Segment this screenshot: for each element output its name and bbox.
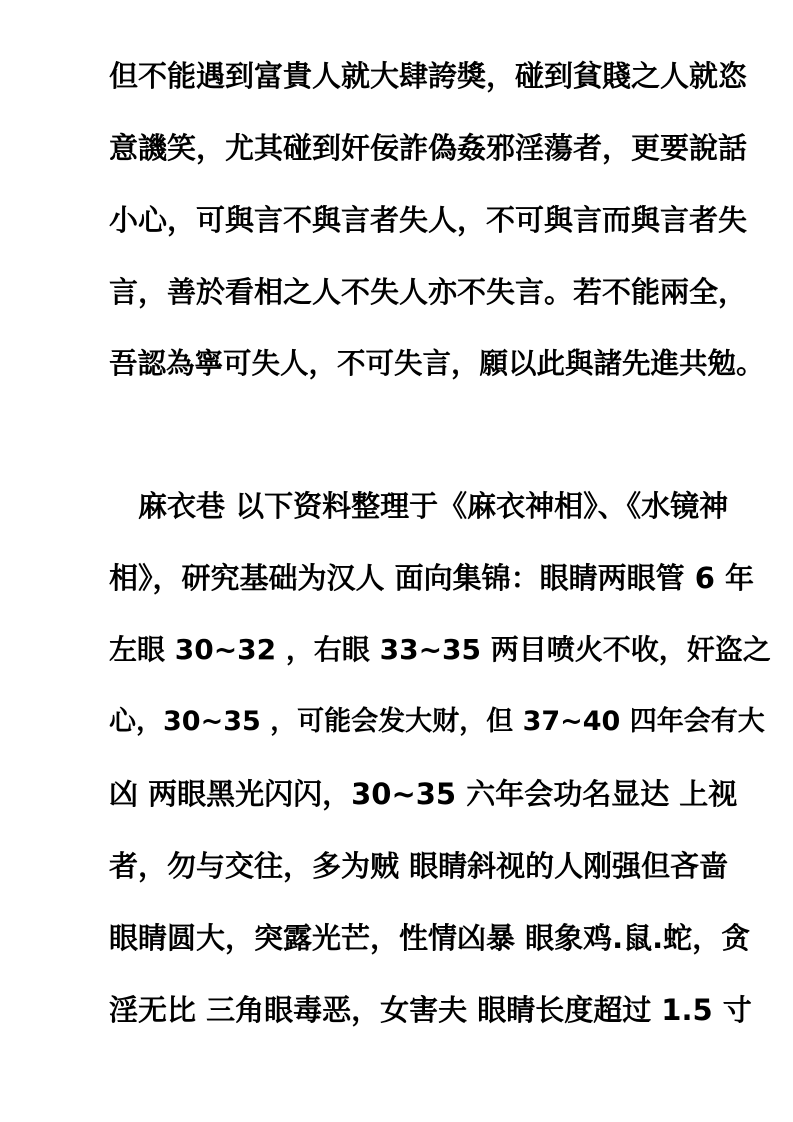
paragraph2-line-1: 麻衣巷 以下资料整理于《麻衣神相》、《水镜神 xyxy=(109,489,729,523)
paragraph2-line-8: 淫无比 三角眼毒恶，女害夫 眼睛长度超过 1.5 寸 xyxy=(109,993,752,1027)
paragraph2-line-7: 眼睛圆大，突露光芒，性情凶暴 眼象鸡.鼠.蛇，贪 xyxy=(109,921,751,955)
paragraph2-line-2: 相》，研究基础为汉人 面向集锦：眼睛两眼管 6 年 xyxy=(109,561,754,595)
paragraph1-line-2: 意譏笑，尤其碰到奸佞詐偽姦邪淫蕩者，更要說話 xyxy=(109,131,748,165)
paragraph1-line-4: 言，善於看相之人不失人亦不失言。若不能兩全， xyxy=(109,275,748,309)
paragraph2-line-3: 左眼 30~32 ，右眼 33~35 两目喷火不收，奸盗之 xyxy=(109,633,771,666)
paragraph2-line-4: 心，30~35 ，可能会发大财，但 37~40 四年会有大 xyxy=(109,706,765,737)
paragraph1-line-5: 吾認為寧可失人，不可失言，願以此與諸先進共勉。 xyxy=(109,347,765,380)
paragraph1-line-3: 小心，可與言不與言者失人，不可與言而與言者失 xyxy=(109,203,748,237)
paragraph2-line-5: 凶 两眼黑光闪闪，30~35 六年会功名显达 上视 xyxy=(109,777,738,811)
paragraph2-line-6: 者，勿与交往，多为贼 眼睛斜视的人刚强但吝啬 xyxy=(109,849,729,883)
paragraph1-line-1: 但不能遇到富貴人就大肆誇獎，碰到貧賤之人就恣 xyxy=(109,59,748,93)
